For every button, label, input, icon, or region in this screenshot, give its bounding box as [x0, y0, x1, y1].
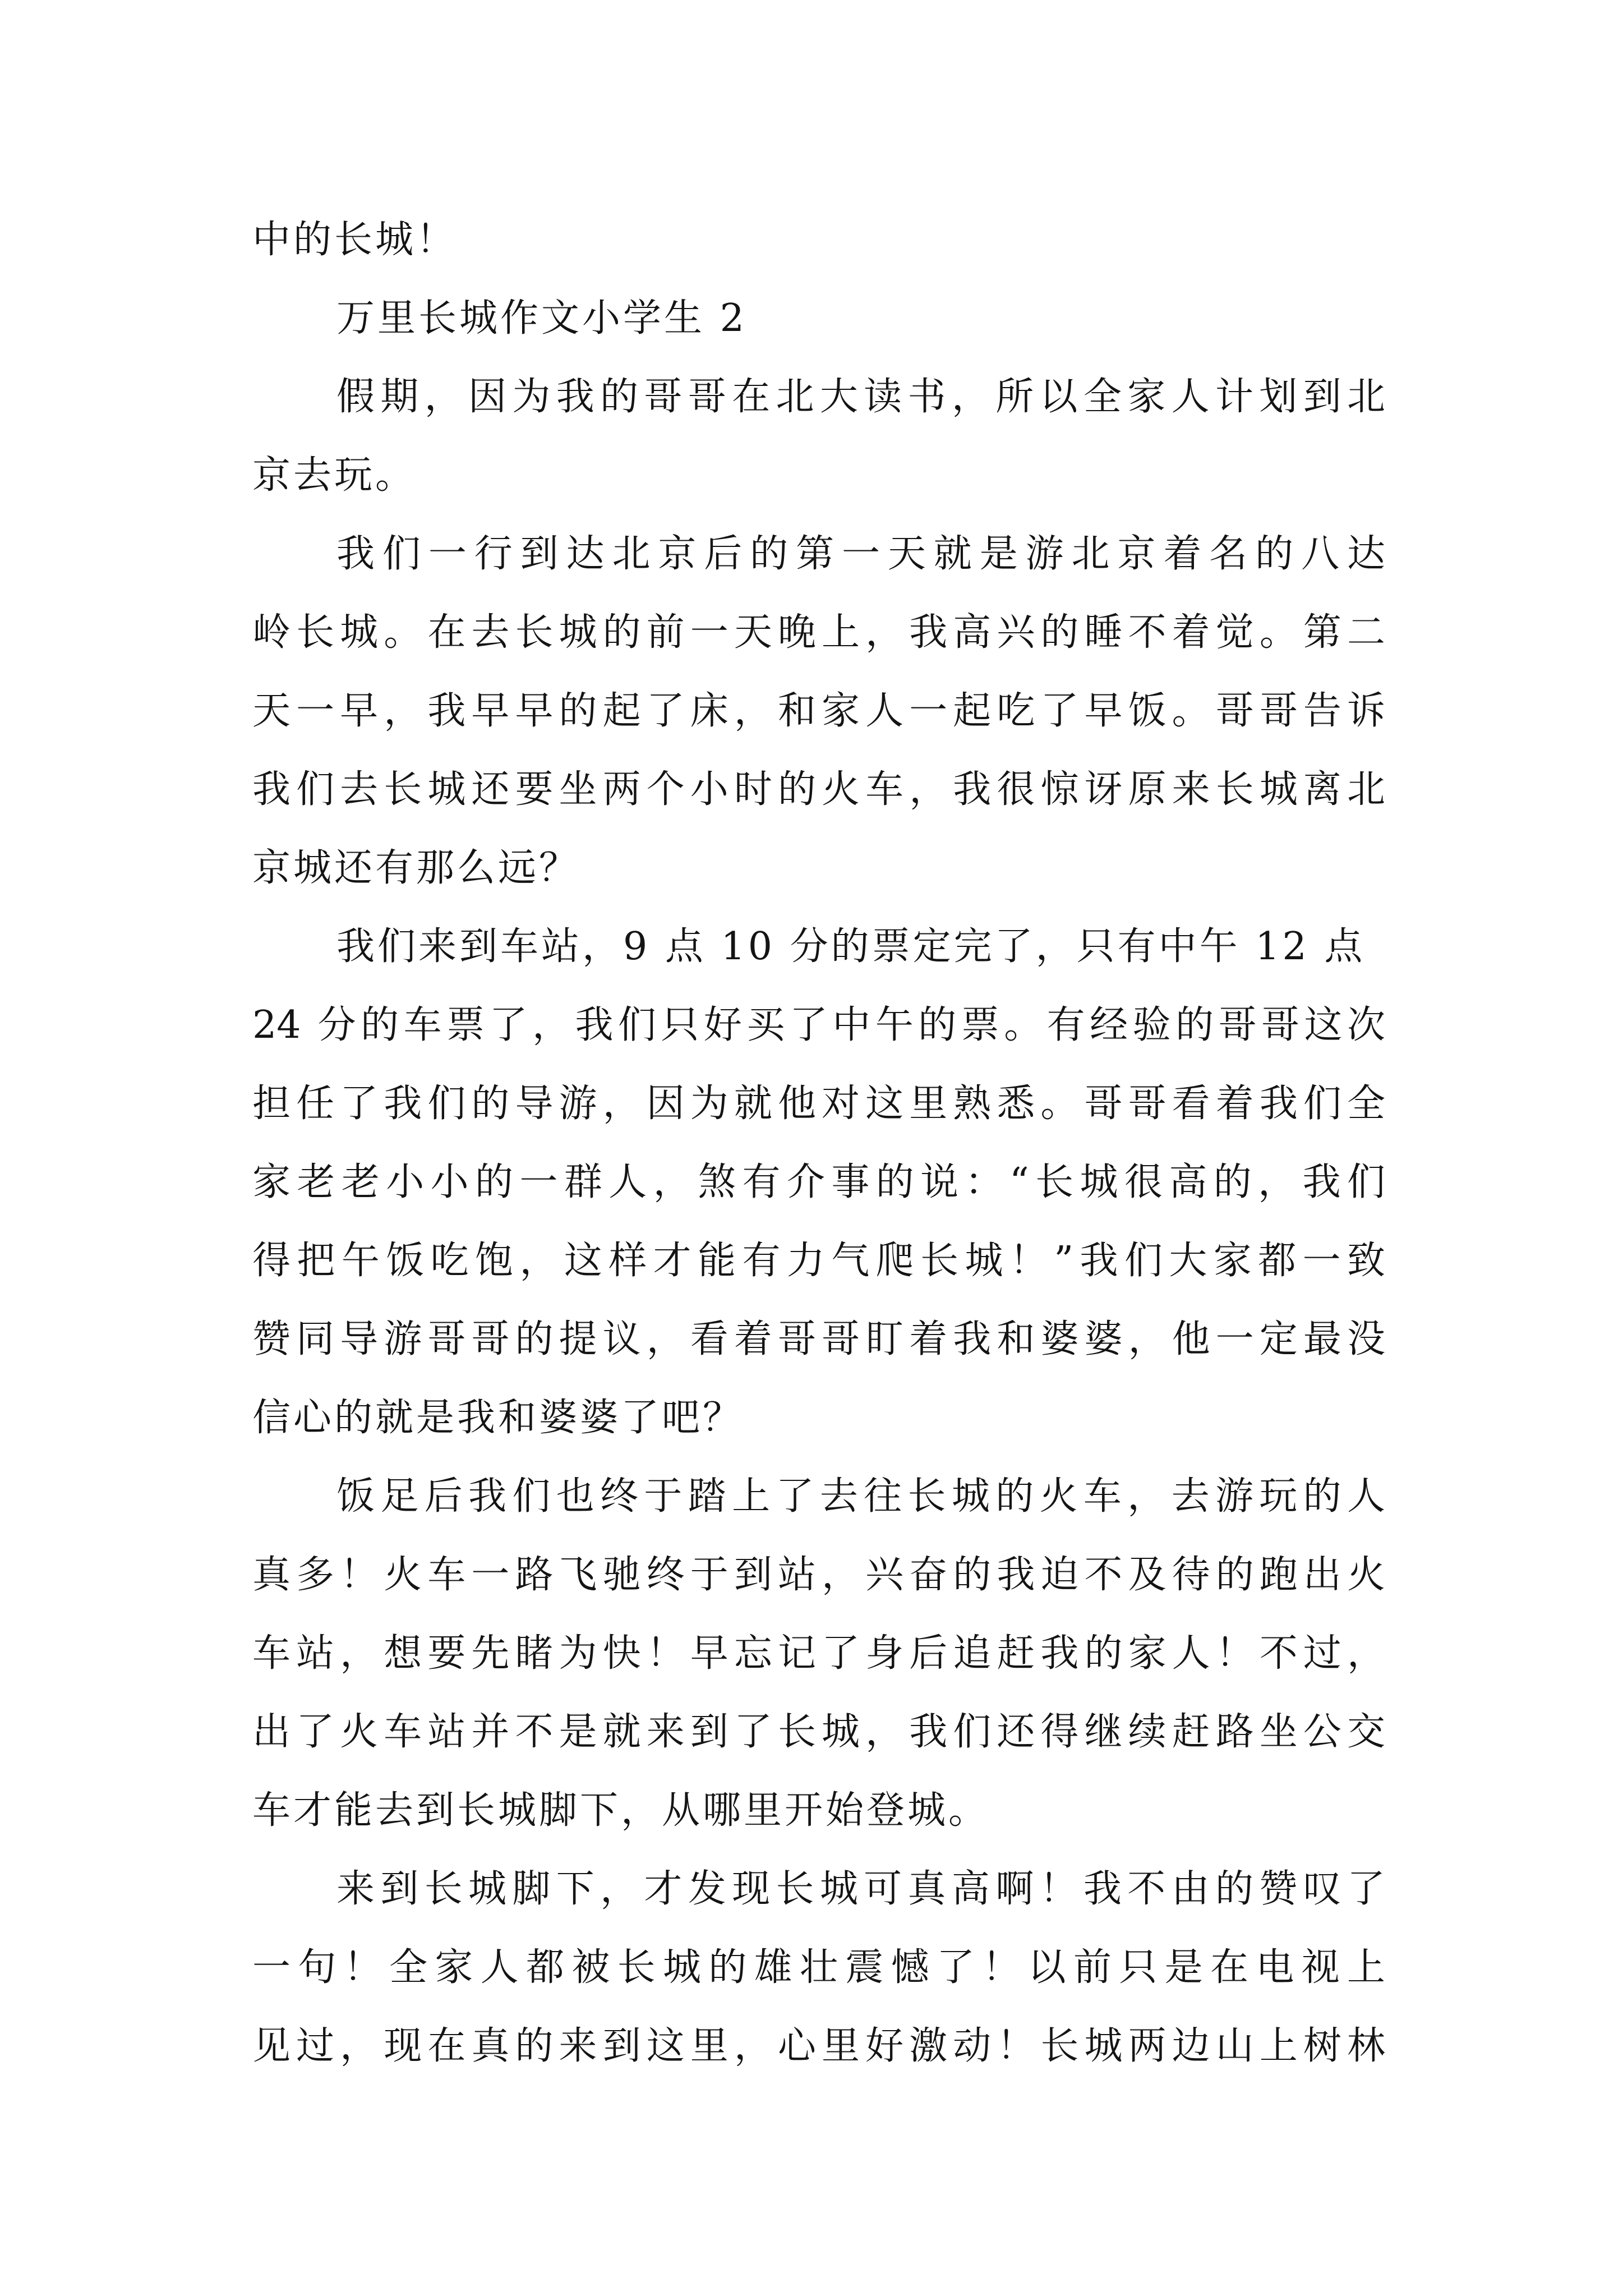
paragraph-line: 赞同导游哥哥的提议，看着哥哥盯着我和婆婆，他一定最没 — [252, 1317, 1385, 1361]
paragraph-line: 我们来到车站，9 点 10 分的票定完了，只有中午 12 点 — [336, 924, 1366, 969]
paragraph-line: 饭足后我们也终于踏上了去往长城的火车，去游玩的人 — [336, 1474, 1385, 1519]
paragraph-line: 出了火车站并不是就来到了长城，我们还得继续赶路坐公交 — [252, 1710, 1385, 1754]
paragraph-line: 家老老小小的一群人，煞有介事的说：“长城很高的，我们 — [252, 1160, 1385, 1204]
paragraph-line: 天一早，我早早的起了床，和家人一起吃了早饭。哥哥告诉 — [252, 689, 1385, 733]
paragraph-line: 我们一行到达北京后的第一天就是游北京着名的八达 — [336, 532, 1385, 576]
paragraph-line: 真多！火车一路飞驰终于到站，兴奋的我迫不及待的跑出火 — [252, 1553, 1385, 1597]
paragraph-line: 岭长城。在去长城的前一天晚上，我高兴的睡不着觉。第二 — [252, 610, 1385, 655]
paragraph-line: 信心的就是我和婆婆了吧？ — [252, 1396, 744, 1440]
section-heading: 万里长城作文小学生 2 — [336, 296, 747, 341]
paragraph-line: 24 分的车票了，我们只好买了中午的票。有经验的哥哥这次 — [252, 1003, 1385, 1047]
paragraph-line: 车才能去到长城脚下，从哪里开始登城。 — [252, 1788, 990, 1833]
paragraph-line: 京城还有那么远？ — [252, 846, 580, 890]
paragraph-line: 担任了我们的导游，因为就他对这里熟悉。哥哥看着我们全 — [252, 1082, 1385, 1126]
paragraph-line: 一句！全家人都被长城的雄壮震憾了！以前只是在电视上 — [252, 1945, 1385, 1990]
paragraph-line: 我们去长城还要坐两个小时的火车，我很惊讶原来长城离北 — [252, 767, 1385, 812]
paragraph-line: 车站，想要先睹为快！早忘记了身后追赶我的家人！不过， — [252, 1631, 1385, 1676]
paragraph-line: 来到长城脚下，才发现长城可真高啊！我不由的赞叹了 — [336, 1867, 1385, 1911]
paragraph-line: 京去玩。 — [252, 453, 417, 498]
paragraph-line: 得把午饭吃饱，这样才能有力气爬长城！”我们大家都一致 — [252, 1239, 1385, 1283]
text-line: 中的长城！ — [252, 218, 458, 262]
paragraph-line: 见过，现在真的来到这里，心里好激动！长城两边山上树林 — [252, 2024, 1385, 2068]
paragraph-line: 假期，因为我的哥哥在北大读书，所以全家人计划到北 — [336, 375, 1385, 419]
